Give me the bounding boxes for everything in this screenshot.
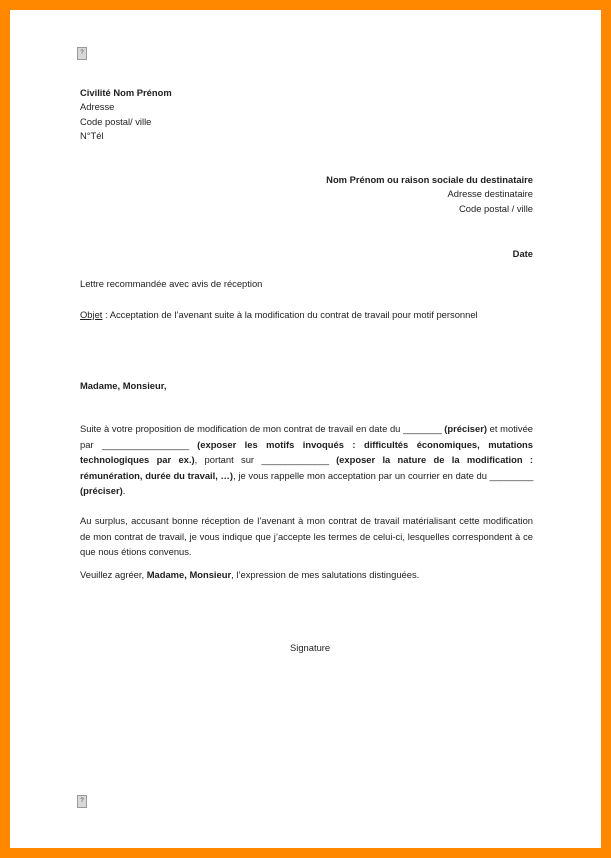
recipient-block bbox=[326, 173, 533, 216]
sender-block bbox=[80, 86, 172, 144]
sender-phone: N°Tél bbox=[80, 130, 104, 142]
subject-separator: : bbox=[102, 309, 110, 320]
subject-line bbox=[80, 307, 533, 322]
sender-name: Civilité Nom Prénom bbox=[80, 87, 172, 98]
p1-bold-2: (exposer les motifs invoqués : difficultés économiques, mutations technologiques par ex.) bbox=[80, 438, 533, 466]
broken-image-icon-top: ? bbox=[77, 47, 87, 60]
body-paragraph-1 bbox=[80, 421, 533, 499]
p1-bold-3: (exposer la nature de la modification : rémunération, durée du travail, …) bbox=[80, 454, 534, 481]
body-paragraph-2: Au surplus, accusant bonne réception de l’avenant à mon contrat de travail matérialisant cette modification de mon contrat de travail, je vous indique que j’accepte les termes de celui-ci, lesquelles correspondent à ce que nous étions convenus. bbox=[80, 515, 533, 558]
recipient-name: Nom Prénom ou raison sociale du destinataire bbox=[326, 174, 533, 185]
p1-blank-1: ________ bbox=[403, 423, 442, 434]
p1-space-2 bbox=[189, 439, 197, 450]
p1-bold-4: (préciser) bbox=[80, 485, 123, 497]
p1-segment-3: et motivée par bbox=[80, 423, 533, 450]
p1-blank-3: ______________ bbox=[261, 454, 329, 466]
sending-mode-line: Lettre recommandée avec avis de réception bbox=[80, 278, 263, 289]
salutation-line: Madame, Monsieur, bbox=[80, 380, 167, 391]
p1-bold-1: (préciser) bbox=[444, 423, 487, 434]
body-paragraph-3 bbox=[80, 567, 533, 583]
p1-segment-7: , je vous rappelle mon acceptation par un courrier en date du bbox=[233, 469, 490, 481]
subject-label: Objet bbox=[80, 309, 103, 320]
p1-segment-1: Suite à votre proposition de modification de mon contrat de travail en date du bbox=[80, 423, 404, 434]
p1-space-3 bbox=[329, 454, 336, 465]
p1-blank-4: _________ bbox=[489, 469, 533, 481]
p3-bold-1: Madame, Monsieur bbox=[146, 569, 232, 580]
date-line: Date bbox=[512, 248, 533, 259]
p3-segment-2: , l’expression de mes salutations distinguées. bbox=[231, 569, 420, 580]
sender-address: Adresse bbox=[80, 101, 115, 113]
p1-blank-2: __________________ bbox=[102, 438, 189, 450]
signature-label: Signature bbox=[290, 642, 331, 653]
recipient-address: Adresse destinataire bbox=[447, 188, 533, 200]
p1-segment-9: . bbox=[122, 485, 126, 497]
sender-postal-city: Code postal/ ville bbox=[80, 115, 152, 127]
p1-segment-5: , portant sur bbox=[194, 454, 262, 466]
recipient-postal-city: Code postal / ville bbox=[459, 202, 533, 214]
p3-segment-1: Veuillez agréer, bbox=[80, 569, 147, 580]
letter-sheet bbox=[10, 10, 601, 848]
subject-text: Acceptation de l’avenant suite à la modification du contrat de travail pour motif personnel bbox=[109, 309, 478, 320]
broken-image-icon-bottom: ? bbox=[77, 795, 87, 808]
